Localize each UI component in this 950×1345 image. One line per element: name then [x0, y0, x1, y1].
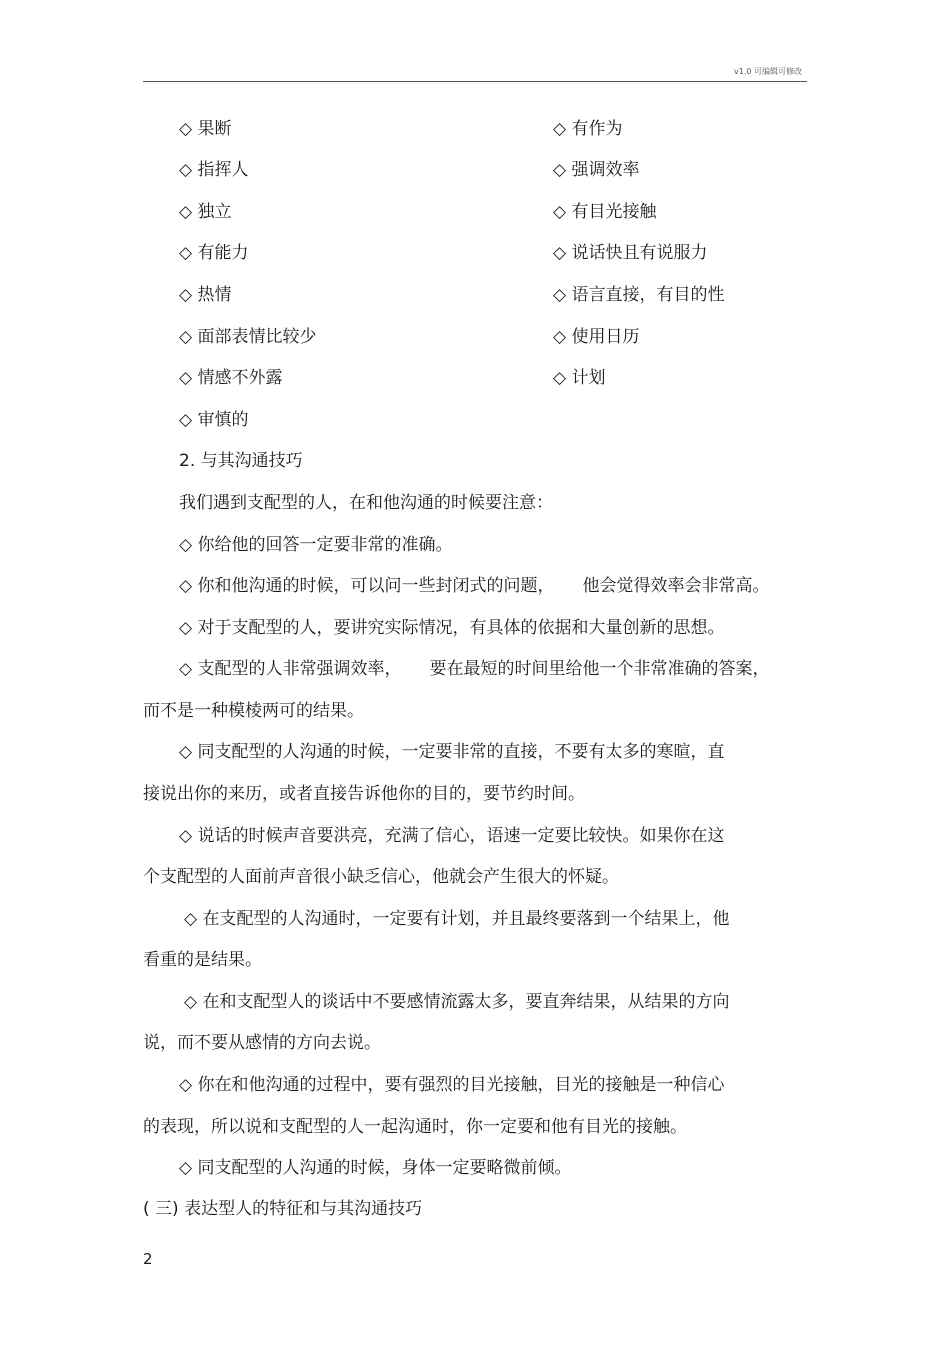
- tip-item: ◇ 在和支配型人的谈话中不要感情流露太多，要直奔结果，从结果的方向: [184, 992, 730, 1012]
- tip-continuation: 说，而不要从感情的方向去说。: [143, 1033, 381, 1053]
- tip-item: [179, 574, 769, 598]
- trait-item: ◇ 使用日历: [553, 327, 640, 347]
- trait-item: ◇ 计划: [553, 368, 606, 388]
- header-rule: [143, 81, 807, 82]
- trait-item: ◇ 热情: [179, 285, 232, 305]
- tip-continuation: 的表现，所以说和支配型的人一起沟通时，你一定要和他有目光的接触。: [143, 1117, 687, 1137]
- trait-item: ◇ 指挥人: [179, 160, 249, 180]
- trait-item: ◇ 说话快且有说服力: [553, 243, 708, 263]
- trait-item: ◇ 面部表情比较少: [179, 327, 317, 347]
- tip-item: ◇ 在支配型的人沟通时，一定要有计划，并且最终要落到一个结果上，他: [184, 909, 730, 929]
- trait-item: ◇ 有作为: [553, 119, 623, 139]
- trait-item: ◇ 果断: [179, 119, 232, 139]
- trait-item: ◇ 有目光接触: [553, 202, 657, 222]
- tip-item: ◇ 你在和他沟通的过程中，要有强烈的目光接触，目光的接触是一种信心: [179, 1075, 725, 1095]
- trait-item: ◇ 强调效率: [553, 160, 640, 180]
- section-heading-3: ( 三) 表达型人的特征和与其沟通技巧: [143, 1199, 423, 1219]
- tip-item: ◇ 说话的时候声音要洪亮，充满了信心，语速一定要比较快。如果你在这: [179, 826, 725, 846]
- tip-continuation: 看重的是结果。: [143, 950, 262, 970]
- trait-item: ◇ 审慎的: [179, 410, 249, 430]
- tip-item: ◇ 同支配型的人沟通的时候，一定要非常的直接，不要有太多的寒暄，直: [179, 742, 725, 762]
- trait-item: ◇ 独立: [179, 202, 232, 222]
- tip-item: [179, 657, 769, 681]
- trait-item: ◇ 语言直接，有目的性: [553, 285, 725, 305]
- tip-text: 他会觉得效率会非常高。: [582, 576, 770, 596]
- trait-item: ◇ 情感不外露: [179, 368, 283, 388]
- section-heading: 2. 与其沟通技巧: [179, 451, 303, 471]
- tip-text: ◇ 支配型的人非常强调效率，: [179, 659, 402, 679]
- intro-paragraph: 我们遇到支配型的人，在和他沟通的时候要注意：: [179, 493, 553, 513]
- page-number: 2: [143, 1250, 153, 1268]
- version-note: v1.0 可编辑可修改: [734, 67, 802, 76]
- trait-item: ◇ 有能力: [179, 243, 249, 263]
- tip-continuation: 接说出你的来历，或者直接告诉他你的目的，要节约时间。: [143, 784, 585, 804]
- tip-continuation: 个支配型的人面前声音很小缺乏信心，他就会产生很大的怀疑。: [143, 867, 619, 887]
- tip-text: ◇ 你和他沟通的时候，可以问一些封闭式的问题，: [179, 576, 555, 596]
- tip-continuation: 而不是一种模棱两可的结果。: [143, 701, 364, 721]
- tip-item: ◇ 同支配型的人沟通的时候，身体一定要略微前倾。: [179, 1158, 572, 1178]
- tip-item: ◇ 对于支配型的人，要讲究实际情况，有具体的依据和大量创新的思想。: [179, 618, 725, 638]
- tip-text: 要在最短的时间里给他一个非常准确的答案，: [429, 659, 770, 679]
- tip-item: ◇ 你给他的回答一定要非常的准确。: [179, 535, 453, 555]
